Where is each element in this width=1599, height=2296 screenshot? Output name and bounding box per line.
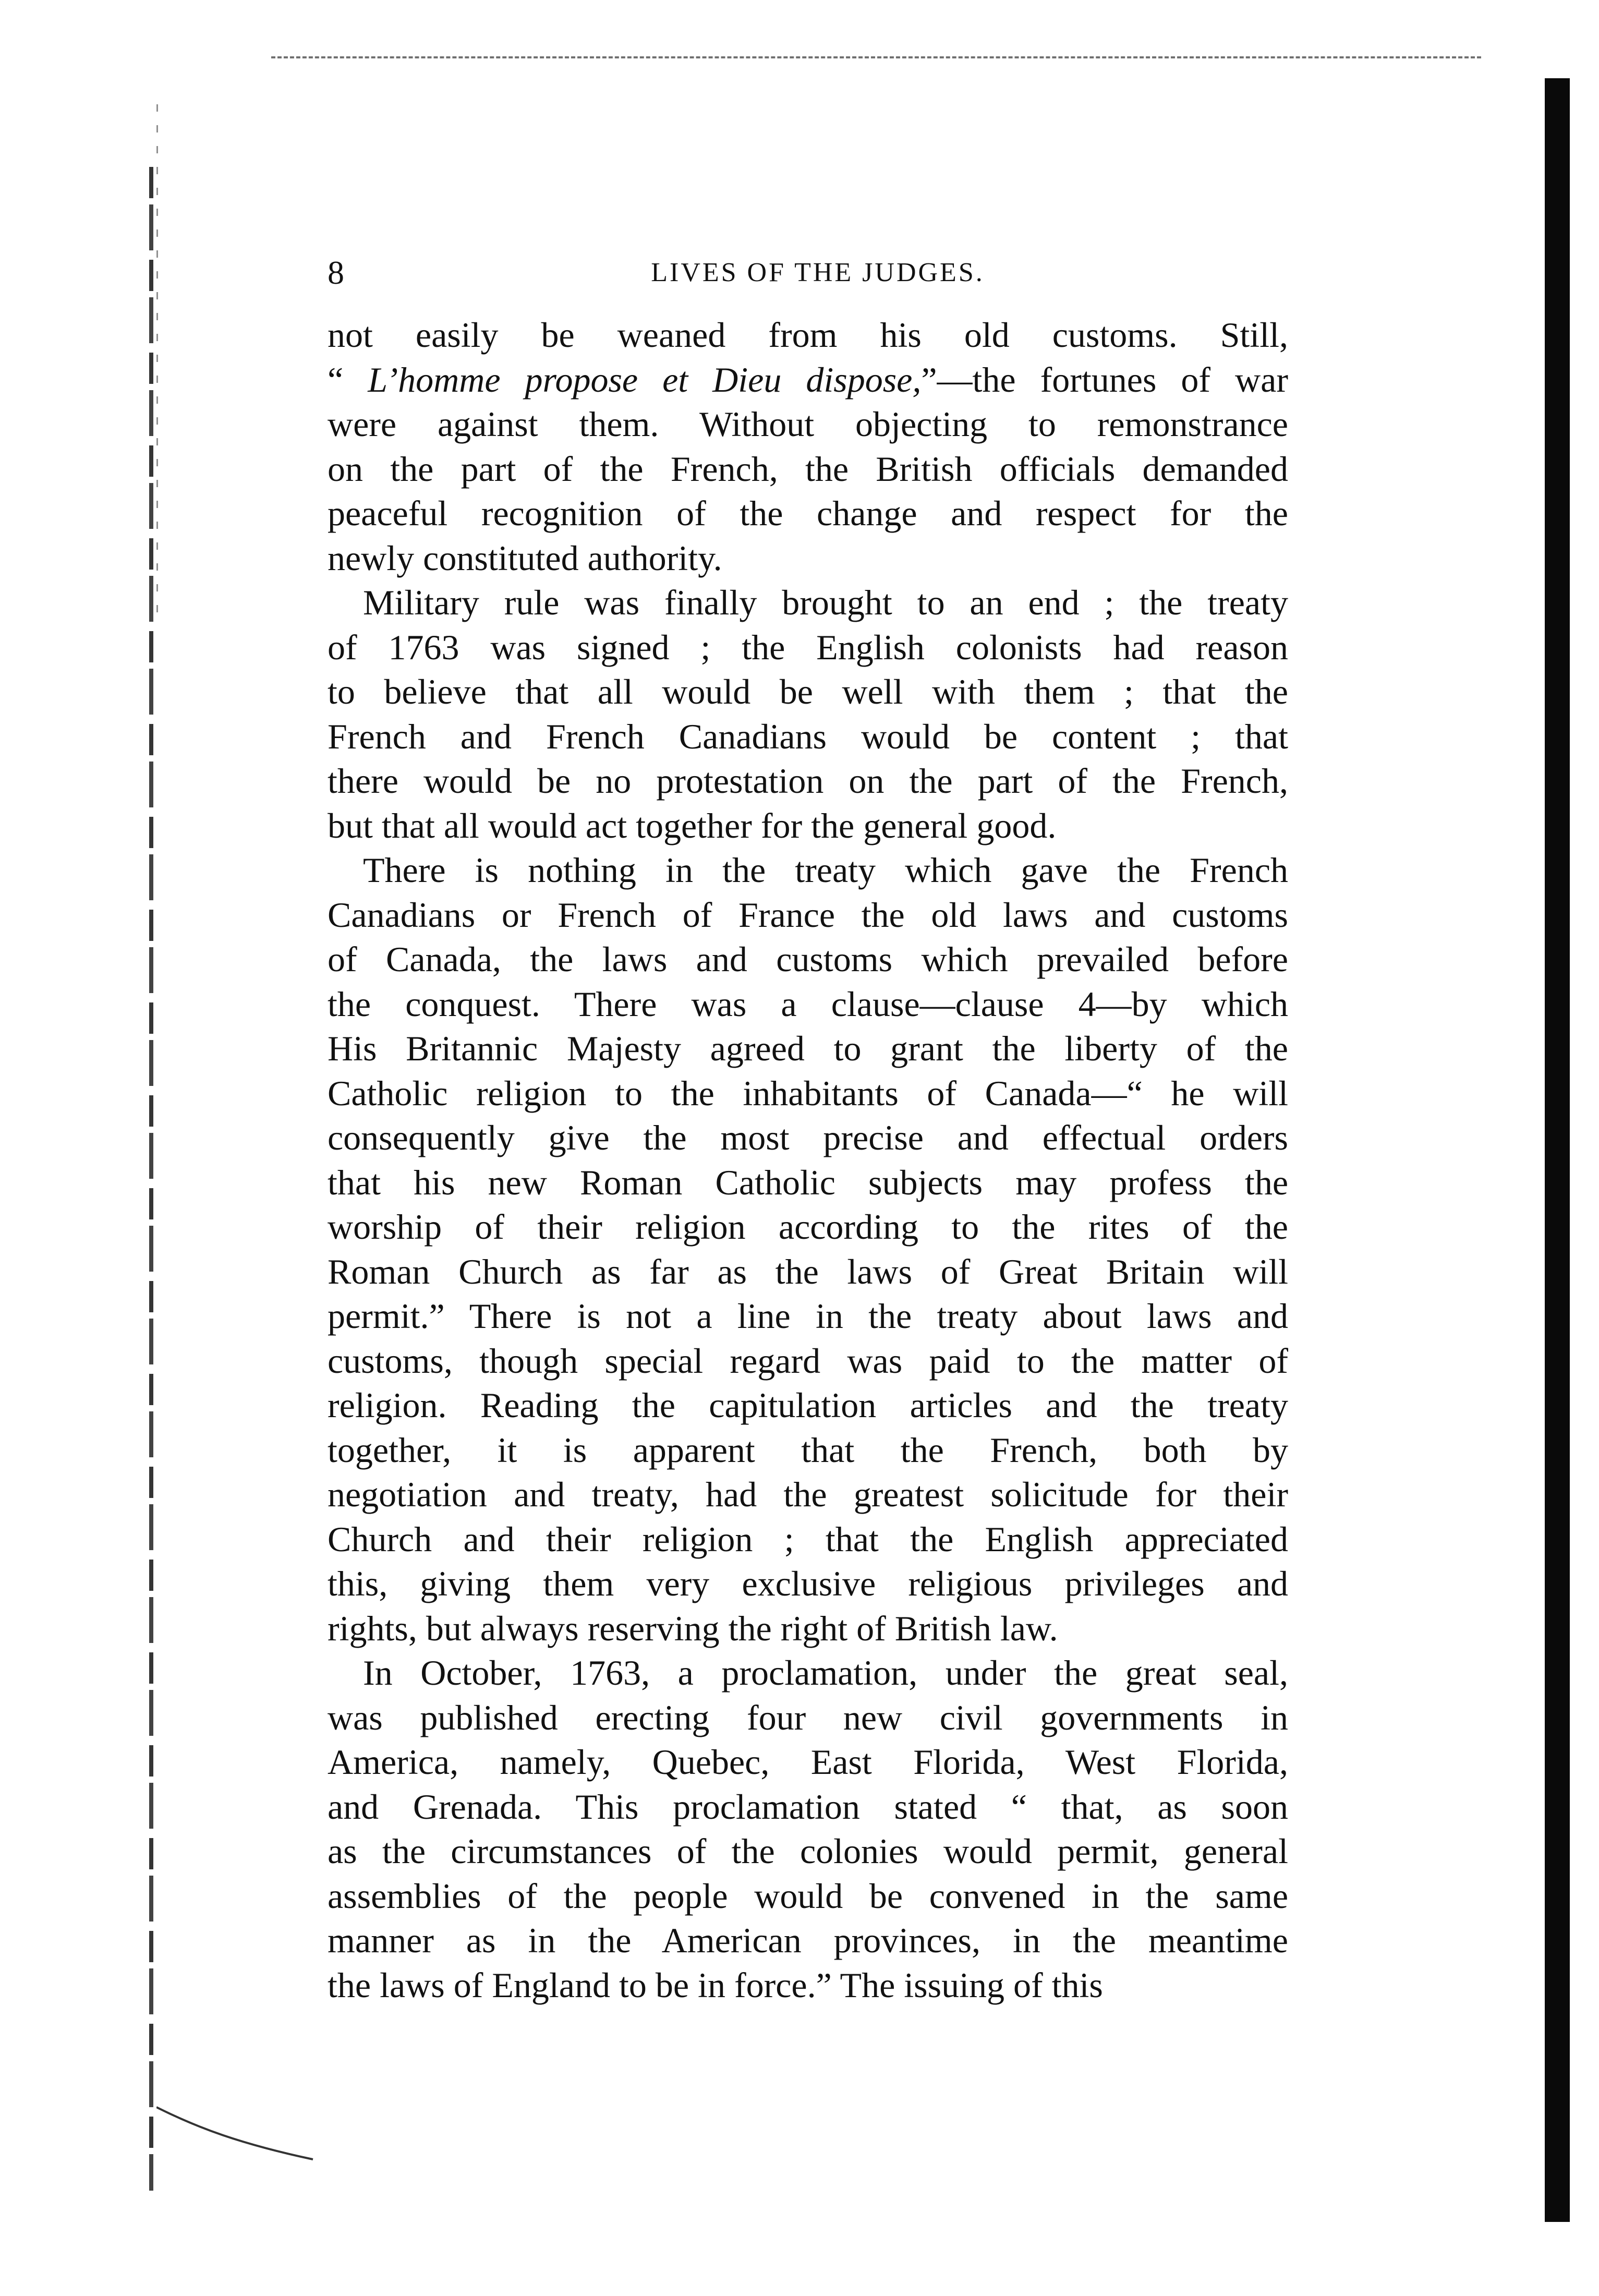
text-line: of Canada, the laws and customs which prevailed before xyxy=(328,939,1288,979)
body-text xyxy=(328,313,1288,2008)
scan-left-curve-artifact xyxy=(156,2097,344,2170)
text-line: not easily be weaned from his old customs. Still, xyxy=(328,315,1288,355)
text-line: peaceful recognition of the change and respect for the xyxy=(328,493,1288,533)
text-line: the laws of England to be in force.” The issuing of this xyxy=(328,1965,1103,2005)
french-proverb: L’homme propose et Dieu dispose, xyxy=(368,359,922,400)
text-line: customs, though special regard was paid to the matter of xyxy=(328,1340,1288,1381)
text-line: this, giving them very exclusive religious privileges and xyxy=(328,1564,1288,1603)
text-line: rights, but always reserving the right of British law. xyxy=(328,1608,1058,1648)
text-line: on the part of the French, the British officials demanded xyxy=(328,449,1288,489)
text-line: newly constituted authority. xyxy=(328,538,722,578)
text-line: In October, 1763, a proclamation, under the great seal, xyxy=(363,1653,1288,1693)
text-line: of 1763 was signed ; the English colonists had reason xyxy=(328,627,1288,667)
text-line: Church and their religion ; that the English appreciated xyxy=(328,1519,1288,1559)
text-line: “ L’homme propose et Dieu dispose,”—the fortunes of war xyxy=(328,359,1288,400)
scan-left-binding-shadow xyxy=(149,167,153,2191)
text-line: there would be no protestation on the part of the French, xyxy=(328,761,1288,801)
text-line: His Britannic Majesty agreed to grant the liberty of the xyxy=(328,1029,1288,1068)
text-line: together, it is apparent that the French, both by xyxy=(328,1430,1288,1470)
text-line: manner as in the American provinces, in the meantime xyxy=(328,1920,1288,1960)
text-line: was published erecting four new civil governments in xyxy=(328,1697,1288,1737)
text-line: assemblies of the people would be convened in the same xyxy=(328,1876,1288,1916)
text-line: America, namely, Quebec, East Florida, West Florida, xyxy=(328,1742,1288,1782)
text-line: French and French Canadians would be content ; that xyxy=(328,716,1288,756)
scan-top-edge-artifact xyxy=(271,56,1481,58)
text-line: the conquest. There was a clause—clause 4—by which xyxy=(328,984,1288,1024)
scan-right-edge-shadow xyxy=(1545,78,1570,2222)
text-line: to believe that all would be well with them ; that the xyxy=(328,672,1288,711)
text-line: consequently give the most precise and effectual orders xyxy=(328,1118,1288,1157)
text-line: as the circumstances of the colonies would permit, general xyxy=(328,1831,1288,1871)
paragraph xyxy=(328,848,1288,1651)
paragraph xyxy=(328,1651,1288,2008)
text-line: but that all would act together for the general good. xyxy=(328,805,1057,845)
paragraph xyxy=(328,313,1288,581)
running-head: LIVES OF THE JUDGES. xyxy=(651,258,985,287)
page-number: 8 xyxy=(328,254,344,291)
text-line: were against them. Without objecting to remonstrance xyxy=(328,404,1288,444)
page-header xyxy=(328,249,1308,296)
text-line: that his new Roman Catholic subjects may profess the xyxy=(328,1162,1288,1202)
text-line: and Grenada. This proclamation stated “ that, as soon xyxy=(328,1786,1288,1827)
text-line: Canadians or French of France the old laws and customs xyxy=(328,895,1288,935)
scan-left-edge-specks xyxy=(156,104,158,626)
text-line: Military rule was finally brought to an end ; the treaty xyxy=(363,583,1288,622)
text-line: Roman Church as far as the laws of Great Britain will xyxy=(328,1251,1288,1291)
text-line: religion. Reading the capitulation articles and the treaty xyxy=(328,1385,1288,1425)
text-line: There is nothing in the treaty which gave the French xyxy=(363,850,1288,890)
paragraph xyxy=(328,581,1288,848)
text-line: negotiation and treaty, had the greatest solicitude for their xyxy=(328,1475,1288,1514)
text-line: worship of their religion according to the rites of the xyxy=(328,1207,1288,1247)
text-line: permit.” There is not a line in the treaty about laws and xyxy=(328,1296,1288,1336)
text-line: Catholic religion to the inhabitants of Canada—“ he will xyxy=(328,1073,1288,1113)
